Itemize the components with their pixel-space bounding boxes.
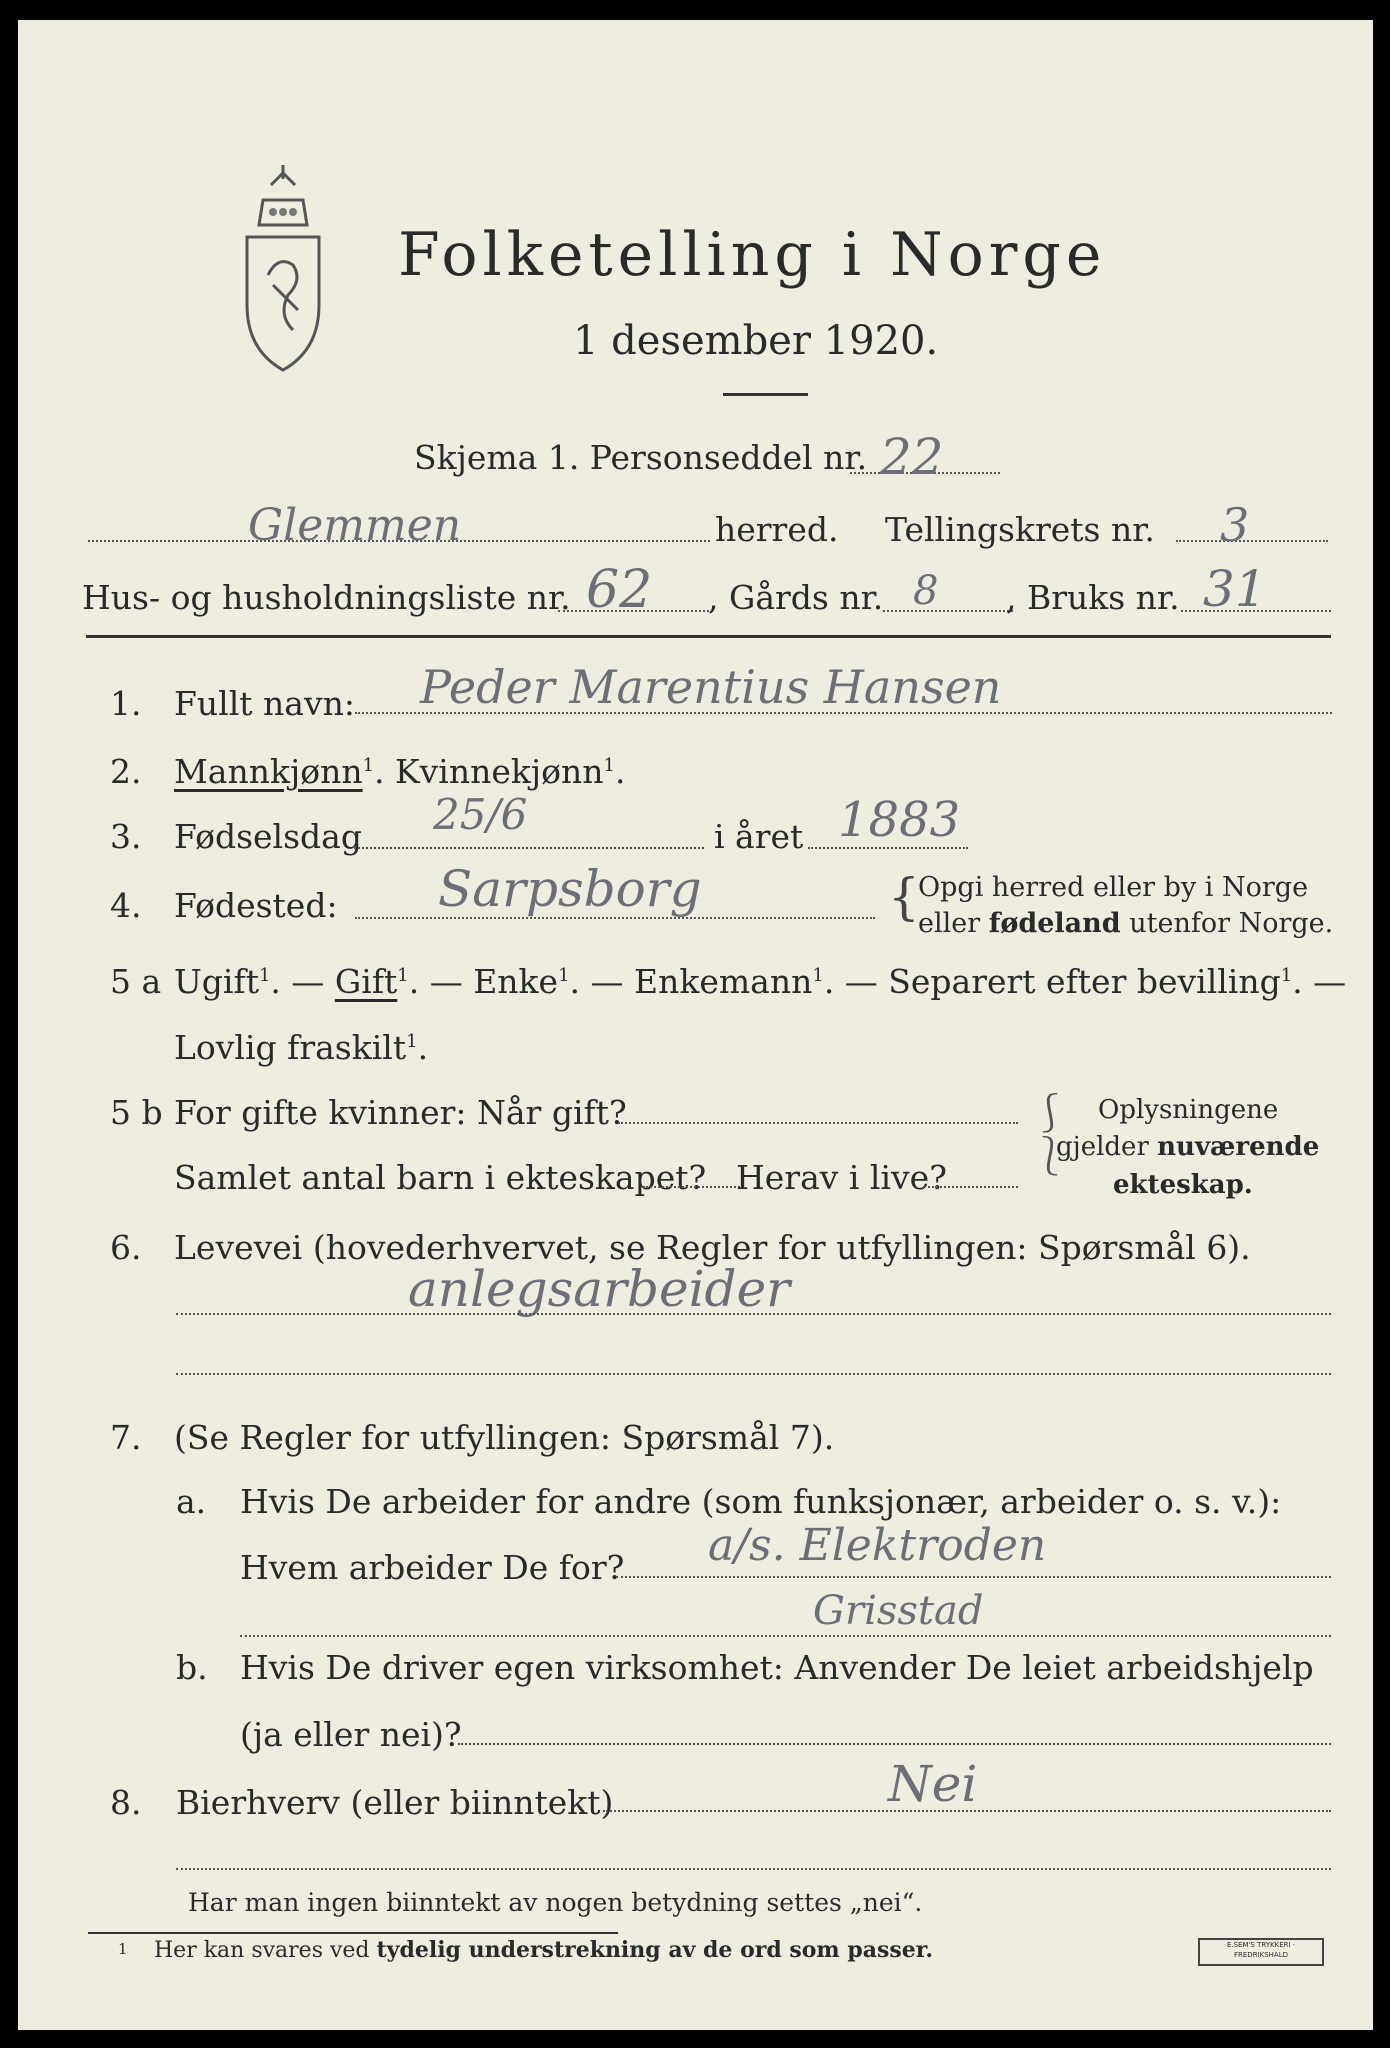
occupation-field-2	[176, 1373, 1331, 1375]
tellingskrets-label: Tellingskrets nr.	[885, 510, 1155, 549]
birthplace-note-1: Opgi herred eller by i Norge	[918, 872, 1309, 903]
bruks-label: , Bruks nr.	[1006, 578, 1180, 617]
herred-value: Glemmen	[248, 500, 462, 551]
personseddel-value: 22	[880, 428, 944, 486]
employer-place-value: Grisstad	[813, 1588, 984, 1634]
q3-num: 3.	[110, 817, 142, 856]
page-title: Folketelling i Norge	[398, 220, 1107, 290]
fraskilt-option[interactable]: Lovlig fraskilt$^1$.	[174, 1028, 429, 1067]
side-income-value: Nei	[888, 1755, 978, 1813]
birthday-field	[354, 847, 704, 849]
q1-label: Fullt navn:	[174, 684, 355, 723]
q1-num: 1.	[110, 684, 142, 723]
living-children-label: Herav i live?	[736, 1158, 947, 1197]
full-name-value: Peder Marentius Hansen	[420, 660, 1002, 714]
note-brace: ⎰	[1031, 1091, 1070, 1135]
census-form	[18, 20, 1373, 2030]
birthplace-value: Sarpsborg	[438, 860, 702, 918]
gards-value: 8	[913, 568, 939, 614]
employer-field-1	[616, 1576, 1331, 1578]
footnote-text: Her kan svares ved tydelig understrekning av de ord som passer.	[154, 1937, 934, 1963]
hus-label: Hus- og husholdningsliste nr.	[82, 578, 571, 617]
footnote-number: 1	[118, 1940, 128, 1958]
q4-label: Fødested:	[174, 886, 338, 925]
birthday-value: 25/6	[433, 790, 528, 839]
separert-option[interactable]: . — Separert efter bevilling	[823, 962, 1281, 1001]
q8-num: 8.	[110, 1783, 142, 1822]
tellingskrets-field	[1176, 540, 1328, 542]
q7-num: 7.	[110, 1418, 142, 1457]
bruks-value: 31	[1203, 560, 1267, 618]
marriage-note-2: gjelder nuværende	[1056, 1132, 1320, 1162]
children-count-field	[643, 1186, 743, 1188]
employer-field-2	[240, 1635, 1331, 1637]
note-brace: {	[888, 868, 920, 926]
married-when-field	[618, 1122, 1018, 1124]
living-children-field	[923, 1186, 1018, 1188]
q7b-text: Hvis De driver egen virksomhet: Anvender De leiet arbeidshjelp	[240, 1648, 1314, 1687]
marital-status-options: Ugift$^1$. — Gift$^1$. — Enke$^1$. — Enkemann$^1$. — Separert efter bevilling$^1$. —	[174, 962, 1347, 1001]
occupation-field-1	[176, 1313, 1331, 1315]
q5a-num: 5 a	[110, 962, 162, 1001]
q2-num: 2.	[110, 752, 142, 791]
q6-num: 6.	[110, 1228, 142, 1267]
q7a-text: Hvis De arbeider for andre (som funksjonær, arbeider o. s. v.):	[240, 1482, 1282, 1521]
q7b-letter: b.	[176, 1648, 208, 1687]
note-brace: ⎱	[1031, 1134, 1070, 1178]
gards-field	[883, 610, 1013, 612]
gift-option[interactable]: Gift	[334, 962, 398, 1001]
hired-help-field	[458, 1743, 1331, 1745]
coat-of-arms-icon	[233, 165, 333, 380]
hired-help-label: (ja eller nei)?	[240, 1715, 462, 1754]
kvinnekjonn-option[interactable]: Kvinnekjønn	[395, 752, 604, 791]
q7a-letter: a.	[176, 1482, 207, 1521]
birthplace-note-2: eller fødeland utenfor Norge.	[918, 908, 1334, 939]
gards-label: , Gårds nr.	[708, 578, 884, 617]
q8-label: Bierhverv (eller biinntekt)	[176, 1783, 614, 1822]
printer-stamp: E.SEM'S TRYKKERI · FREDRIKSHALD	[1198, 1938, 1324, 1966]
marriage-note-1: Oplysningene	[1098, 1095, 1279, 1125]
q7-label: (Se Regler for utfyllingen: Spørsmål 7).	[174, 1418, 835, 1457]
census-date: 1 desember 1920.	[573, 318, 939, 364]
q6-label: Levevei (hovederhvervet, se Regler for utfyllingen: Spørsmål 6).	[174, 1228, 1251, 1267]
year-label: i året	[714, 817, 804, 856]
ugift-option[interactable]: Ugift	[174, 962, 259, 1001]
enkemann-option[interactable]: . — Enkemann	[569, 962, 813, 1001]
employer-value: a/s. Elektroden	[708, 1520, 1047, 1571]
footnote-rule	[88, 1932, 618, 1934]
hus-value: 62	[586, 560, 653, 620]
employer-label: Hvem arbeider De for?	[240, 1548, 625, 1587]
q3-label: Fødselsdag	[174, 817, 362, 856]
children-count-label: Samlet antal barn i ekteskapet?	[174, 1158, 707, 1197]
herred-label: herred.	[715, 510, 839, 549]
title-divider	[723, 393, 808, 396]
tellingskrets-value: 3	[1220, 498, 1250, 552]
marriage-note-3: ekteskap.	[1113, 1170, 1253, 1200]
q4-num: 4.	[110, 886, 142, 925]
header-rule	[86, 635, 1331, 638]
skjema-label: Skjema 1. Personseddel nr.	[414, 438, 868, 477]
married-when-label: For gifte kvinner: Når gift?	[174, 1093, 627, 1132]
enke-option[interactable]: . — Enke	[408, 962, 559, 1001]
occupation-value: anlegsarbeider	[408, 1260, 791, 1318]
q5b-num: 5 b	[110, 1093, 163, 1132]
side-income-note: Har man ingen biinntekt av nogen betydning settes „nei“.	[188, 1888, 923, 1917]
gender-options: Mannkjønn$^1$. Kvinnekjønn$^1$.	[174, 752, 626, 791]
birth-year-value: 1883	[838, 792, 961, 848]
side-income-field-2	[176, 1868, 1331, 1870]
mannkjonn-option[interactable]: Mannkjønn	[174, 752, 363, 791]
